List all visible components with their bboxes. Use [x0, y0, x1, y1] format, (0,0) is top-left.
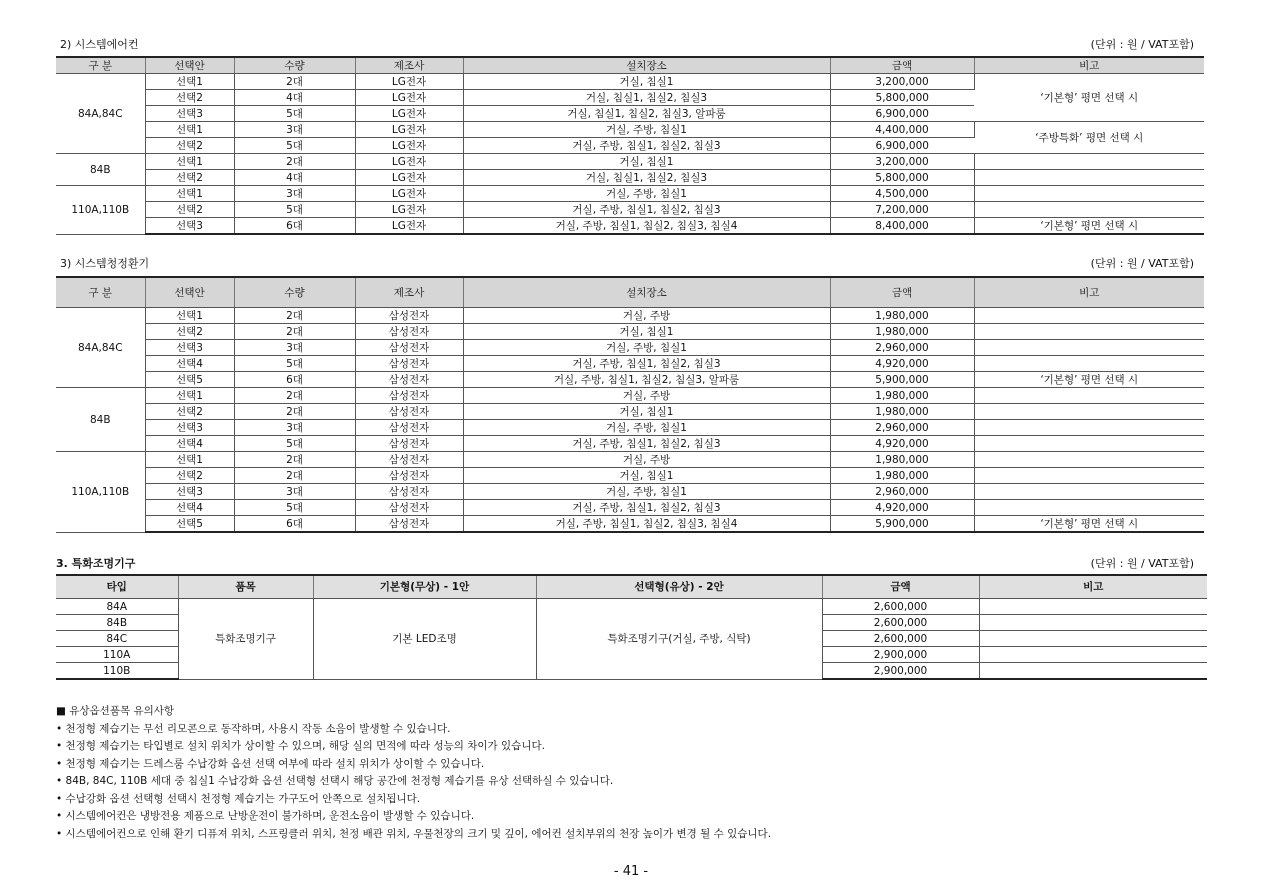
table-cell: 110A [56, 647, 178, 663]
table-cell: 2,600,000 [822, 599, 979, 615]
table-row [56, 599, 1207, 615]
table-cell: 선택3 [145, 340, 234, 356]
table-cell: 3대 [234, 484, 355, 500]
table-cell: 2대 [234, 404, 355, 420]
group-cell: 84B [56, 388, 145, 452]
ventilation-table [56, 276, 1204, 533]
table-cell: 선택2 [145, 138, 234, 154]
remark-cell: ‘기본형’ 평면 선택 시 [974, 516, 1204, 533]
table-cell: 2대 [234, 154, 355, 170]
remark-cell [974, 324, 1204, 340]
table-row [56, 484, 1204, 500]
note-item: • 84B, 84C, 110B 세대 중 침실1 수납강화 옵션 선택형 선택시 해당 공간에 천정형 제습기를 유상 선택하실 수 있습니다. [56, 775, 614, 787]
table-cell: 선택2 [145, 404, 234, 420]
table-cell: 거실, 침실1 [463, 324, 830, 340]
remark-cell [974, 170, 1204, 186]
remark-cell [979, 615, 1207, 631]
table-cell: 삼성전자 [355, 340, 463, 356]
table-cell: 거실, 주방, 침실1, 침실2, 침실3 [463, 356, 830, 372]
column-header: 선택안 [145, 277, 234, 308]
column-header: 구 분 [56, 57, 145, 74]
table-cell: 거실, 침실1, 침실2, 침실3, 알파룸 [463, 106, 830, 122]
table-cell: 선택1 [145, 122, 234, 138]
table-cell: 5대 [234, 436, 355, 452]
table-cell: 5대 [234, 356, 355, 372]
table-cell: 2,900,000 [822, 647, 979, 663]
table-cell: 선택1 [145, 74, 234, 90]
table-cell: 1,980,000 [830, 308, 974, 324]
remark-cell: ‘주방특화’ 평면 선택 시 [974, 122, 1204, 154]
group-cell: 110A,110B [56, 452, 145, 533]
table-cell: 거실, 주방, 침실1 [463, 186, 830, 202]
remark-cell [979, 631, 1207, 647]
table-row [56, 500, 1204, 516]
remark-cell [974, 484, 1204, 500]
table-cell: 선택4 [145, 356, 234, 372]
remark-cell [974, 186, 1204, 202]
table-cell: 선택2 [145, 170, 234, 186]
table-cell: LG전자 [355, 90, 463, 106]
table-cell: 선택5 [145, 372, 234, 388]
table-cell: 4,500,000 [830, 186, 974, 202]
column-header: 금액 [822, 575, 979, 599]
table-row [56, 468, 1204, 484]
table-cell: 선택4 [145, 436, 234, 452]
ventilation-unit-label: (단위 : 원 / VAT포함) [1090, 257, 1194, 270]
remark-cell [974, 202, 1204, 218]
table-cell: 선택2 [145, 324, 234, 340]
group-cell: 110A,110B [56, 186, 145, 235]
remark-cell [974, 452, 1204, 468]
remark-cell [974, 420, 1204, 436]
table-cell: 4대 [234, 170, 355, 186]
table-cell: 2대 [234, 324, 355, 340]
table-cell: 선택2 [145, 468, 234, 484]
table-row [56, 170, 1204, 186]
table-cell: 선택2 [145, 90, 234, 106]
table-cell: 삼성전자 [355, 388, 463, 404]
table-cell: 4,400,000 [830, 122, 974, 138]
table-cell: 선택3 [145, 484, 234, 500]
table-cell: 거실, 주방, 침실1, 침실2, 침실3, 알파룸 [463, 372, 830, 388]
table-cell: 84A [56, 599, 178, 615]
column-header: 기본형(무상) - 1안 [313, 575, 536, 599]
note-item: • 시스템에어컨으로 인해 환기 디퓨져 위치, 스프링클러 위치, 천정 배관 위치, 우물천장의 크기 및 깊이, 에어컨 설치부위의 천장 높이가 변경 될 수 있습니다. [56, 827, 772, 840]
table-row [56, 436, 1204, 452]
note-item: • 시스템에어컨은 냉방전용 제품으로 난방운전이 불가하며, 운전소음이 발생할 수 있습니다. [56, 810, 475, 822]
table-cell: LG전자 [355, 138, 463, 154]
table-cell: 84B [56, 615, 178, 631]
table-cell: 거실, 침실1 [463, 154, 830, 170]
remark-cell [974, 436, 1204, 452]
table-cell: 2,960,000 [830, 484, 974, 500]
table-cell: 6대 [234, 372, 355, 388]
table-cell: 거실, 주방, 침실1, 침실2, 침실3 [463, 500, 830, 516]
table-cell: 삼성전자 [355, 356, 463, 372]
item-cell: 특화조명기구 [178, 599, 313, 680]
table-cell: 선택3 [145, 420, 234, 436]
table-cell: 삼성전자 [355, 308, 463, 324]
table-cell: 4,920,000 [830, 500, 974, 516]
remark-cell [974, 500, 1204, 516]
table-cell: 4,920,000 [830, 436, 974, 452]
table-cell: 2,960,000 [830, 340, 974, 356]
note-item: • 천정형 제습기는 드레스룸 수납강화 옵션 선택 여부에 따라 설치 위치가 상이할 수 있습니다. [56, 757, 485, 770]
column-header: 설치장소 [463, 57, 830, 74]
column-header: 선택안 [145, 57, 234, 74]
table-cell: LG전자 [355, 170, 463, 186]
table-cell: 거실, 침실1 [463, 468, 830, 484]
remark-cell [979, 663, 1207, 680]
group-cell: 84A,84C [56, 74, 145, 154]
table-cell: 5대 [234, 138, 355, 154]
table-cell: 6대 [234, 218, 355, 235]
table-cell: 6,900,000 [830, 106, 974, 122]
table-cell: 6대 [234, 516, 355, 533]
table-cell: 5,900,000 [830, 372, 974, 388]
note-item: • 천정형 제습기는 무선 리모콘으로 동작하며, 사용시 작동 소음이 발생할 수 있습니다. [56, 722, 451, 735]
remark-cell [974, 468, 1204, 484]
table-cell: LG전자 [355, 106, 463, 122]
table-cell: 삼성전자 [355, 324, 463, 340]
option-cell: 특화조명기구(거실, 주방, 식탁) [536, 599, 822, 680]
remark-cell [974, 356, 1204, 372]
table-row [56, 154, 1204, 170]
page-number: - 41 - [613, 864, 649, 879]
remark-cell: ‘기본형’ 평면 선택 시 [974, 218, 1204, 235]
table-cell: 2대 [234, 452, 355, 468]
table-cell: 6,900,000 [830, 138, 974, 154]
table-cell: 삼성전자 [355, 372, 463, 388]
table-cell: 거실, 주방, 침실1, 침실2, 침실3 [463, 138, 830, 154]
column-header: 설치장소 [463, 277, 830, 308]
table-cell: 거실, 주방, 침실1 [463, 484, 830, 500]
table-cell: 거실, 주방, 침실1, 침실2, 침실3 [463, 202, 830, 218]
table-cell: 거실, 주방, 침실1 [463, 122, 830, 138]
table-cell: 84C [56, 631, 178, 647]
table-cell: 2,600,000 [822, 631, 979, 647]
table-row [56, 372, 1204, 388]
table-cell: 2,960,000 [830, 420, 974, 436]
remark-cell [974, 404, 1204, 420]
table-cell: 8,400,000 [830, 218, 974, 235]
table-cell: 3,200,000 [830, 154, 974, 170]
table-cell: LG전자 [355, 218, 463, 235]
table-cell: 삼성전자 [355, 516, 463, 533]
table-row [56, 404, 1204, 420]
remark-cell [974, 340, 1204, 356]
notes-block [56, 703, 1206, 843]
remark-cell [979, 647, 1207, 663]
table-cell: 2,900,000 [822, 663, 979, 680]
table-row [56, 388, 1204, 404]
remark-cell [974, 388, 1204, 404]
basic-cell: 기본 LED조명 [313, 599, 536, 680]
lighting-unit-label: (단위 : 원 / VAT포함) [1090, 557, 1194, 570]
column-header: 선택형(유상) - 2안 [536, 575, 822, 599]
table-cell: 거실, 침실1, 침실2, 침실3 [463, 170, 830, 186]
table-row [56, 452, 1204, 468]
table-cell: 3,200,000 [830, 74, 974, 90]
table-row [56, 218, 1204, 235]
table-cell: 5대 [234, 500, 355, 516]
table-cell: 선택5 [145, 516, 234, 533]
table-cell: 선택3 [145, 106, 234, 122]
table-cell: 선택1 [145, 308, 234, 324]
table-cell: 2대 [234, 468, 355, 484]
table-cell: 거실, 주방, 침실1 [463, 340, 830, 356]
column-header: 제조사 [355, 57, 463, 74]
note-item: • 천정형 제습기는 타입별로 설치 위치가 상이할 수 있으며, 해당 실의 면적에 따라 성능의 차이가 있습니다. [56, 740, 545, 752]
table-row [56, 340, 1204, 356]
remark-cell: ‘기본형’ 평면 선택 시 [974, 74, 1204, 122]
table-row [56, 186, 1204, 202]
table-cell: 삼성전자 [355, 452, 463, 468]
table-cell: 거실, 주방, 침실1, 침실2, 침실3 [463, 436, 830, 452]
table-cell: 5,800,000 [830, 170, 974, 186]
column-header: 품목 [178, 575, 313, 599]
column-header: 금액 [830, 57, 974, 74]
table-cell: 삼성전자 [355, 468, 463, 484]
group-cell: 84B [56, 154, 145, 186]
table-cell: 110B [56, 663, 178, 680]
remark-cell: ‘기본형’ 평면 선택 시 [974, 372, 1204, 388]
table-row [56, 122, 1204, 138]
table-cell: 삼성전자 [355, 436, 463, 452]
table-cell: 선택1 [145, 186, 234, 202]
column-header: 제조사 [355, 277, 463, 308]
table-cell: 삼성전자 [355, 500, 463, 516]
table-cell: LG전자 [355, 74, 463, 90]
table-cell: 선택3 [145, 218, 234, 235]
table-cell: 거실, 주방 [463, 452, 830, 468]
table-cell: 5대 [234, 202, 355, 218]
table-row [56, 516, 1204, 533]
table-cell: 거실, 침실1 [463, 74, 830, 90]
table-cell: 선택1 [145, 452, 234, 468]
note-item: • 수납강화 옵션 선택형 선택시 천정형 제습기는 가구도어 안쪽으로 설치됩니다. [56, 792, 421, 805]
column-header: 타입 [56, 575, 178, 599]
column-header: 수량 [234, 57, 355, 74]
column-header: 수량 [234, 277, 355, 308]
aircon-unit-label: (단위 : 원 / VAT포함) [1090, 38, 1194, 51]
table-cell: 7,200,000 [830, 202, 974, 218]
table-cell: 5,900,000 [830, 516, 974, 533]
notes-title: ■ 유상옵션품목 유의사항 [56, 705, 175, 717]
table-cell: 5대 [234, 106, 355, 122]
table-cell: LG전자 [355, 186, 463, 202]
table-cell: 거실, 주방 [463, 388, 830, 404]
lighting-table [56, 574, 1207, 680]
table-cell: 1,980,000 [830, 468, 974, 484]
table-cell: 선택1 [145, 388, 234, 404]
table-cell: 1,980,000 [830, 388, 974, 404]
table-cell: 거실, 침실1, 침실2, 침실3 [463, 90, 830, 106]
table-cell: 선택2 [145, 202, 234, 218]
table-cell: 거실, 주방, 침실1 [463, 420, 830, 436]
table-cell: 1,980,000 [830, 324, 974, 340]
column-header: 비고 [974, 277, 1204, 308]
lighting-section-title: 3. 특화조명기구 [56, 557, 136, 570]
table-cell: LG전자 [355, 154, 463, 170]
table-cell: 1,980,000 [830, 452, 974, 468]
table-cell: 2,600,000 [822, 615, 979, 631]
table-cell: 1,980,000 [830, 404, 974, 420]
table-cell: 삼성전자 [355, 420, 463, 436]
table-cell: 거실, 주방, 침실1, 침실2, 침실3, 침실4 [463, 516, 830, 533]
table-row [56, 308, 1204, 324]
table-cell: 2대 [234, 388, 355, 404]
table-cell: 거실, 주방 [463, 308, 830, 324]
group-cell: 84A,84C [56, 308, 145, 388]
aircon-table [56, 56, 1204, 235]
column-header: 구 분 [56, 277, 145, 308]
table-cell: 5,800,000 [830, 90, 974, 106]
table-cell: 4대 [234, 90, 355, 106]
table-cell: 거실, 침실1 [463, 404, 830, 420]
table-row [56, 202, 1204, 218]
column-header: 비고 [979, 575, 1207, 599]
table-row [56, 356, 1204, 372]
ventilation-section-title: 3) 시스템청정환기 [60, 257, 150, 270]
table-cell: 2대 [234, 308, 355, 324]
table-cell: 삼성전자 [355, 404, 463, 420]
column-header: 비고 [974, 57, 1204, 74]
table-cell: LG전자 [355, 122, 463, 138]
remark-cell [974, 154, 1204, 170]
table-cell: 3대 [234, 186, 355, 202]
table-cell: 4,920,000 [830, 356, 974, 372]
table-cell: 삼성전자 [355, 484, 463, 500]
table-cell: 2대 [234, 74, 355, 90]
remark-cell [979, 599, 1207, 615]
table-row [56, 420, 1204, 436]
table-cell: 선택4 [145, 500, 234, 516]
aircon-section-title: 2) 시스템에어컨 [60, 38, 139, 51]
remark-cell [974, 308, 1204, 324]
table-cell: 3대 [234, 340, 355, 356]
table-cell: 3대 [234, 420, 355, 436]
column-header: 금액 [830, 277, 974, 308]
table-row [56, 74, 1204, 90]
table-cell: LG전자 [355, 202, 463, 218]
table-row [56, 324, 1204, 340]
table-cell: 거실, 주방, 침실1, 침실2, 침실3, 침실4 [463, 218, 830, 235]
table-cell: 선택1 [145, 154, 234, 170]
table-cell: 3대 [234, 122, 355, 138]
